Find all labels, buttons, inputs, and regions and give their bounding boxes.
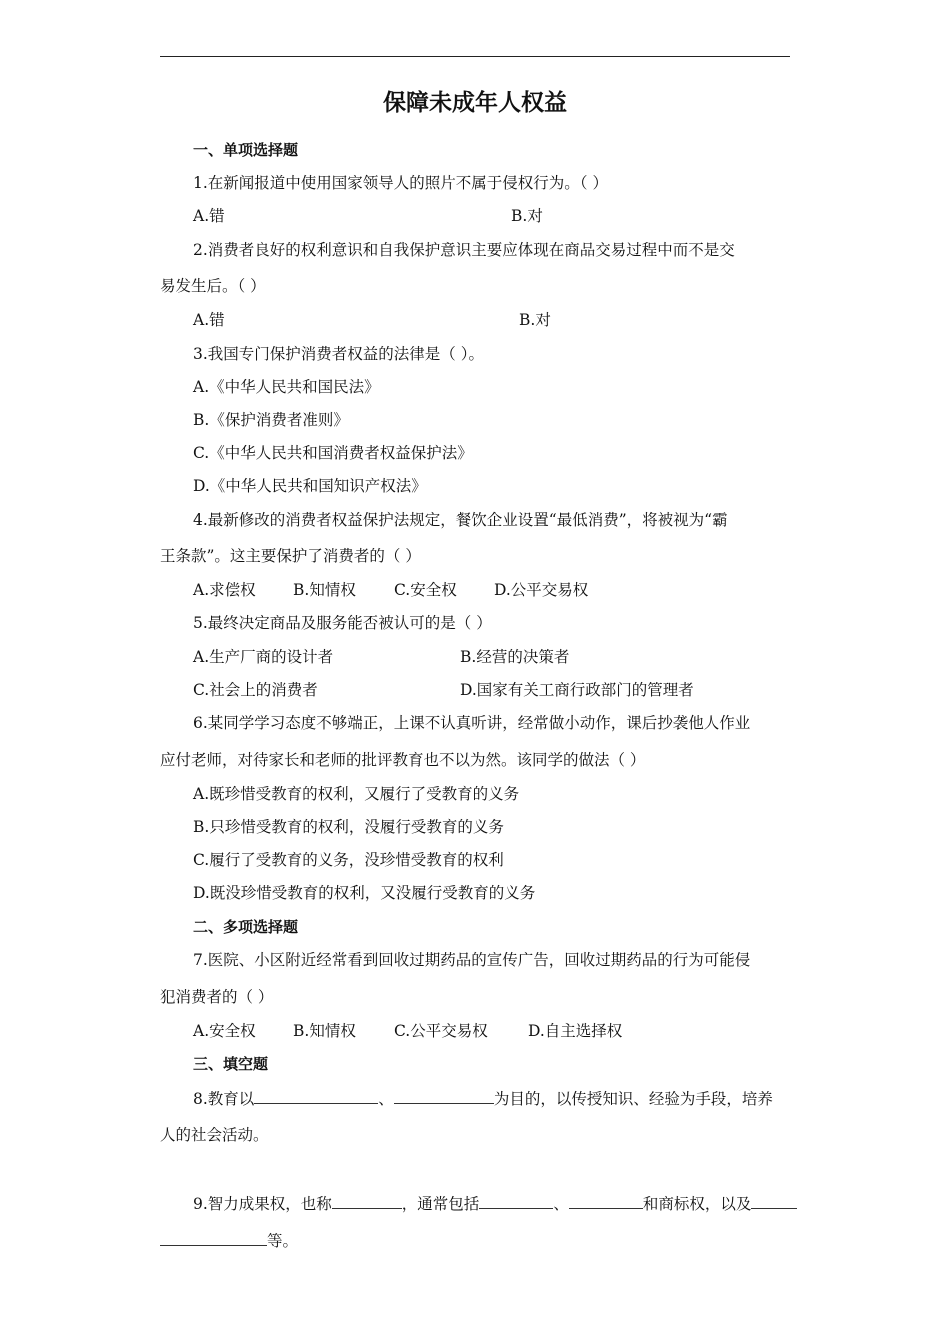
question-8-text-2: 、 bbox=[378, 1090, 394, 1108]
question-3-option-c: C.《中华人民共和国消费者权益保护法》 bbox=[193, 444, 473, 462]
answer-blank-continued[interactable] bbox=[160, 1229, 267, 1246]
question-6-option-d: D.既没珍惜受教育的权利，又没履行受教育的义务 bbox=[193, 884, 536, 902]
question-6-option-c: C.履行了受教育的义务，没珍惜受教育的权利 bbox=[193, 851, 504, 869]
question-9-stem-line-1 bbox=[193, 1192, 797, 1214]
question-8-stem-line-2: 人的社会活动。 bbox=[160, 1126, 269, 1144]
question-7-stem-line-1: 7.医院、小区附近经常看到回收过期药品的宣传广告，回收过期药品的行为可能侵 bbox=[193, 951, 751, 969]
question-7-option-a: A.安全权 bbox=[193, 1022, 256, 1040]
question-4-option-a: A.求偿权 bbox=[193, 581, 256, 599]
question-2-option-a: A.错 bbox=[193, 311, 225, 329]
question-5-option-b: B.经营的决策者 bbox=[460, 648, 570, 666]
question-4-stem-line-1: 4.最新修改的消费者权益保护法规定，餐饮企业设置“最低消费”，将被视为“霸 bbox=[193, 511, 728, 529]
question-5-stem: 5.最终决定商品及服务能否被认可的是（ ） bbox=[193, 614, 492, 632]
question-4-option-d: D.公平交易权 bbox=[494, 581, 589, 599]
question-5-option-c: C.社会上的消费者 bbox=[193, 681, 318, 699]
question-6-option-b: B.只珍惜受教育的权利，没履行受教育的义务 bbox=[193, 818, 504, 836]
answer-blank[interactable] bbox=[751, 1192, 797, 1209]
question-8-stem-line-1 bbox=[193, 1087, 773, 1109]
question-2-option-b: B.对 bbox=[519, 311, 551, 329]
section-heading-single-choice: 一、单项选择题 bbox=[193, 141, 299, 159]
question-4-option-b: B.知情权 bbox=[293, 581, 356, 599]
question-2-stem-line-1: 2.消费者良好的权利意识和自我保护意识主要应体现在商品交易过程中而不是交 bbox=[193, 241, 735, 259]
question-1-option-b: B.对 bbox=[511, 207, 543, 225]
question-6-stem-line-1: 6.某同学学习态度不够端正，上课不认真听讲，经常做小动作，课后抄袭他人作业 bbox=[193, 714, 751, 732]
section-heading-fill-in: 三、填空题 bbox=[193, 1055, 269, 1073]
question-8-text-3: 为目的，以传授知识、经验为手段，培养 bbox=[493, 1090, 773, 1108]
question-7-option-d: D.自主选择权 bbox=[528, 1022, 623, 1040]
question-9-text-1: 9.智力成果权，也称 bbox=[193, 1195, 332, 1213]
question-9-text-5: 等。 bbox=[267, 1232, 299, 1250]
question-9-text-3: 、 bbox=[553, 1195, 569, 1213]
answer-blank[interactable] bbox=[394, 1087, 494, 1104]
question-2-stem-line-2: 易发生后。（ ） bbox=[160, 277, 266, 295]
question-7-option-c: C.公平交易权 bbox=[394, 1022, 488, 1040]
question-1-stem: 1.在新闻报道中使用国家领导人的照片不属于侵权行为。（ ） bbox=[193, 174, 608, 192]
answer-blank[interactable] bbox=[479, 1192, 553, 1209]
answer-blank[interactable] bbox=[569, 1192, 643, 1209]
answer-blank[interactable] bbox=[332, 1192, 402, 1209]
question-8-text-1: 8.教育以 bbox=[193, 1090, 255, 1108]
question-3-option-a: A.《中华人民共和国民法》 bbox=[193, 378, 380, 396]
question-4-option-c: C.安全权 bbox=[394, 581, 457, 599]
question-5-option-d: D.国家有关工商行政部门的管理者 bbox=[460, 681, 694, 699]
question-9-text-4: 和商标权，以及 bbox=[642, 1195, 752, 1213]
section-heading-multiple-choice: 二、多项选择题 bbox=[193, 918, 299, 936]
answer-blank[interactable] bbox=[254, 1087, 378, 1104]
question-9-stem-line-2 bbox=[160, 1229, 298, 1251]
question-6-stem-line-2: 应付老师，对待家长和老师的批评教育也不以为然。该同学的做法（ ） bbox=[160, 751, 646, 769]
question-3-option-d: D.《中华人民共和国知识产权法》 bbox=[193, 477, 427, 495]
page-title: 保障未成年人权益 bbox=[383, 90, 567, 116]
question-1-option-a: A.错 bbox=[193, 207, 225, 225]
question-4-stem-line-2: 王条款”。这主要保护了消费者的（ ） bbox=[160, 547, 421, 565]
question-9-text-2: ，通常包括 bbox=[401, 1195, 480, 1213]
question-7-option-b: B.知情权 bbox=[293, 1022, 356, 1040]
question-7-stem-line-2: 犯消费者的（ ） bbox=[160, 988, 274, 1006]
question-3-option-b: B.《保护消费者准则》 bbox=[193, 411, 349, 429]
question-6-option-a: A.既珍惜受教育的权利，又履行了受教育的义务 bbox=[193, 785, 520, 803]
question-5-option-a: A.生产厂商的设计者 bbox=[193, 648, 334, 666]
header-rule bbox=[160, 56, 790, 57]
question-3-stem: 3.我国专门保护消费者权益的法律是（ ）。 bbox=[193, 345, 484, 363]
